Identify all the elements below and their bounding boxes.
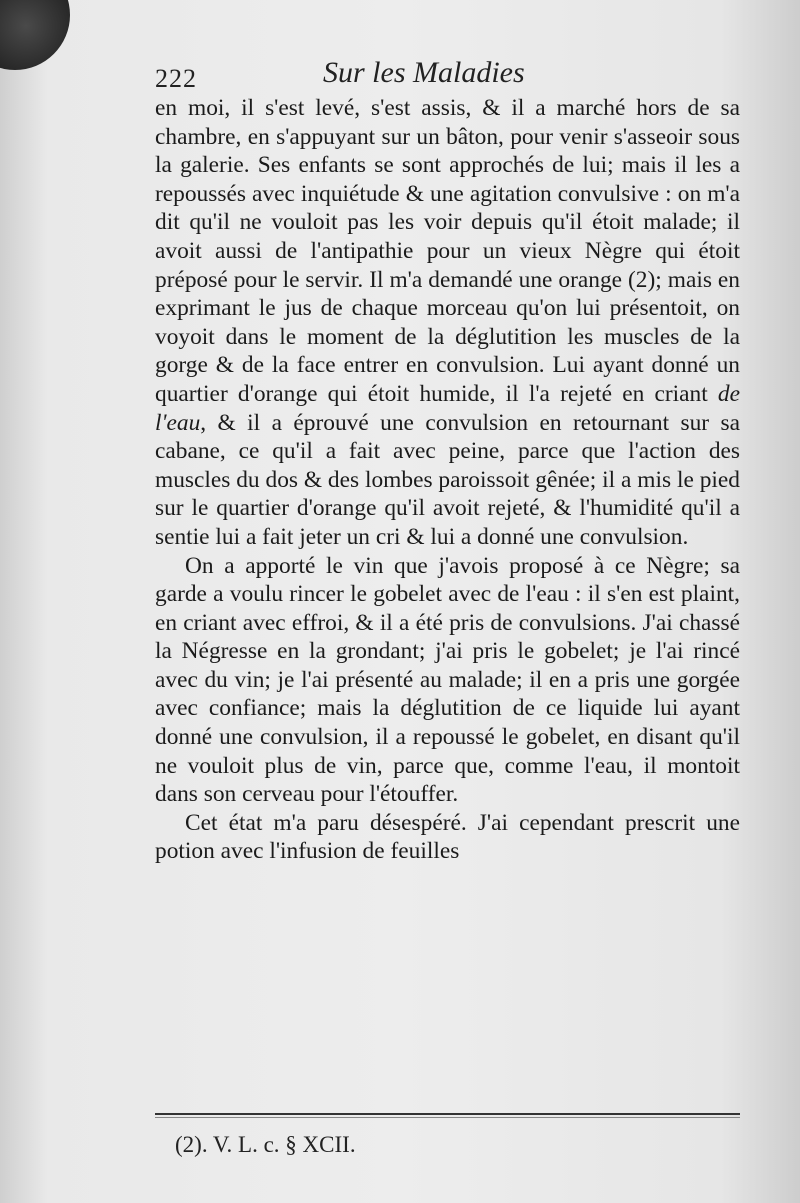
footnote-rule-thin	[155, 1117, 740, 1118]
italic-phrase: de l'eau	[155, 380, 740, 436]
paragraph-1-part-b: , & il a éprouvé une convulsion en retournant sur sa cabane, ce qu'il a fait avec peine, parce que l'action des muscles du dos & des lombes paroissoit gênée; il a mis le pied sur le quartier d'orange qu'il avoit rejeté, & l'humidité qu'il a sentie lui a fait jeter un cri & lui a donné une convulsion.	[155, 409, 740, 550]
footnote: (2). V. L. c. § XCII.	[175, 1132, 356, 1157]
running-title: Sur les Maladies	[323, 56, 525, 89]
paragraph-1	[155, 94, 740, 552]
page-header	[155, 56, 745, 96]
paragraph-2: On a apporté le vin que j'avois proposé à ce Nègre; sa garde a voulu rincer le gobelet avec de l'eau : il s'en est plaint, en criant avec effroi, & il a été pris de convulsions. J'ai chassé la Négresse en la grondant; j'ai pris le gobelet; je l'ai rincé avec du vin; je l'ai présenté au malade; il en a pris une gorgée avec confiance; mais la déglutition de ce liquide lui ayant donné une convulsion, il a repoussé le gobelet, en disant qu'il ne vouloit plus de vin, parce que, comme l'eau, il montoit dans son cerveau pour l'étouffer.	[155, 552, 740, 808]
paragraph-1-part-a: en moi, il s'est levé, s'est assis, & il a marché hors de sa chambre, en s'appuyant sur un bâton, pour venir s'asseoir sous la galerie. Ses enfants se sont approchés de lui; mais il les a repoussés avec inquiétude & une agitation convulsive : on m'a dit qu'il ne vouloit pas les voir depuis qu'il étoit malade; il avoit aussi de l'antipathie pour un vieux Nègre qui étoit préposé pour le servir. Il m'a demandé une orange (2); mais en exprimant le jus de chaque morceau qu'on lui présentoit, on voyoit dans le moment de la déglutition les muscles de la gorge & de la face entrer en convulsion. Lui ayant donné un quartier d'orange qui étoit humide, il l'a rejeté en criant	[155, 95, 740, 407]
body-text	[155, 94, 740, 866]
page-number: 222	[155, 64, 197, 93]
thumb-shadow	[0, 0, 70, 70]
paragraph-3: Cet état m'a paru désespéré. J'ai cependant prescrit une potion avec l'infusion de feuilles	[155, 809, 740, 865]
footnote-rule	[155, 1113, 740, 1115]
